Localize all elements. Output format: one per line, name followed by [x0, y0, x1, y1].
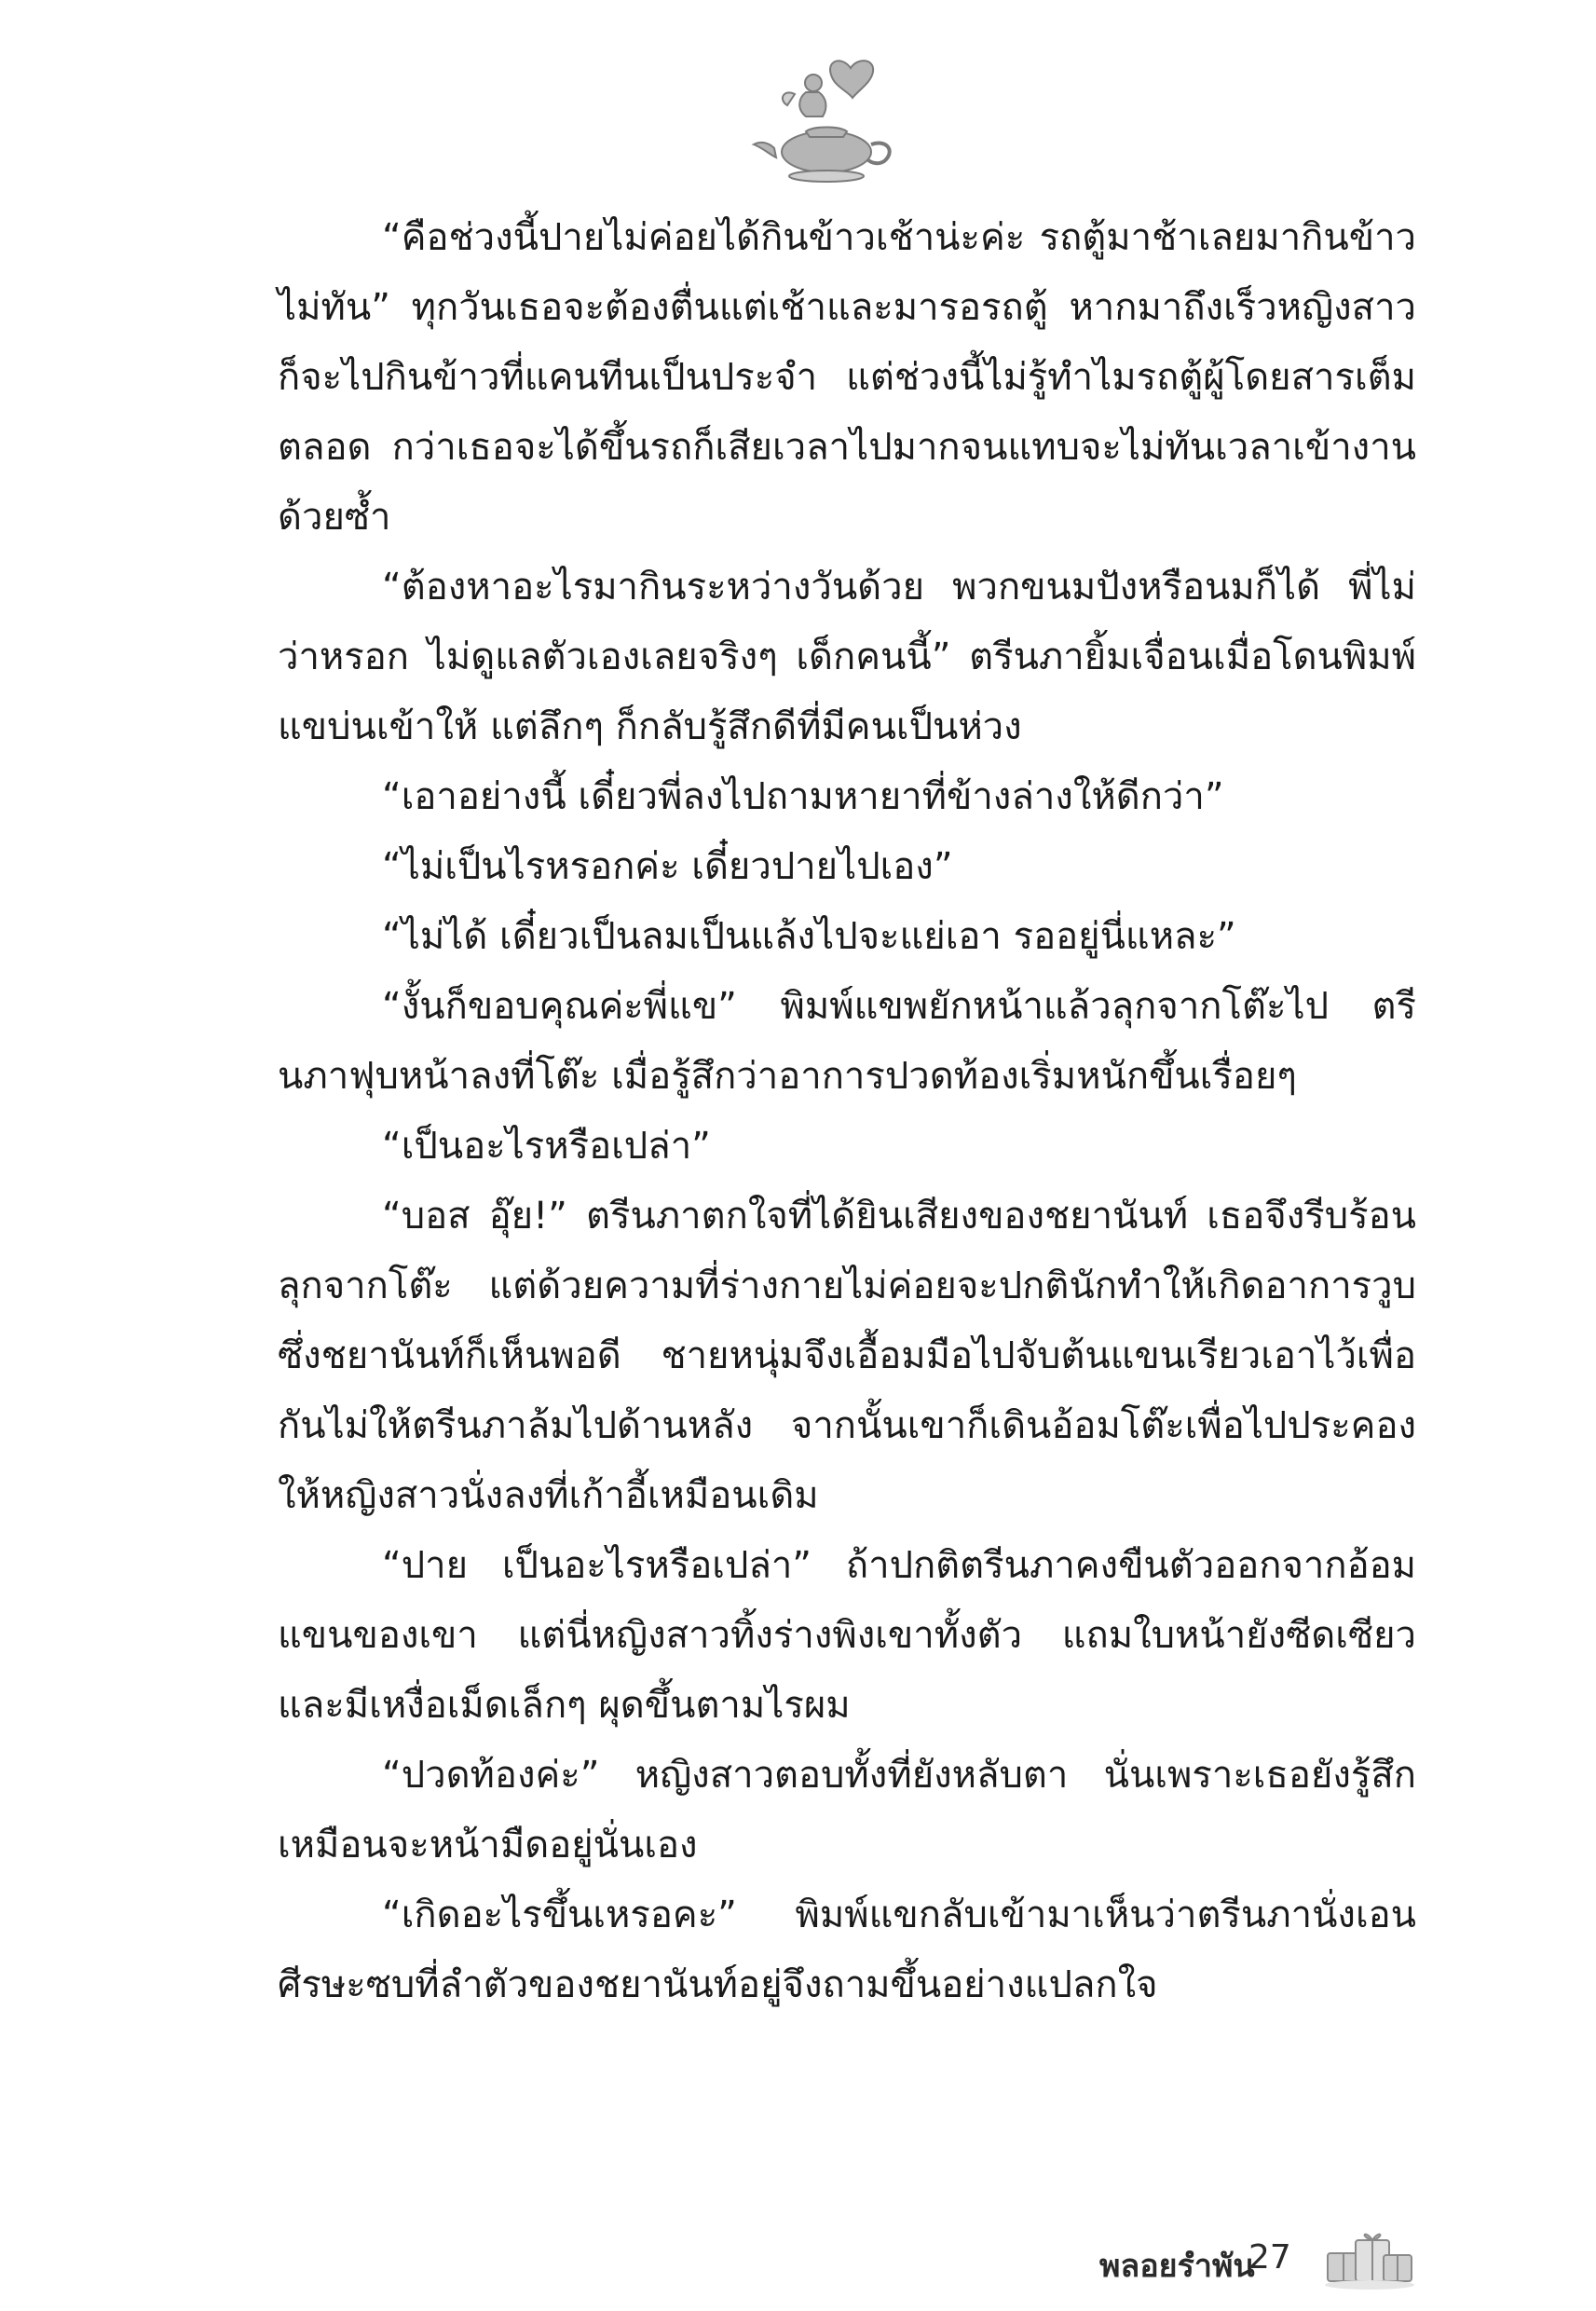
page-number: 27 [1248, 2238, 1291, 2277]
paragraph: “เอาอย่างนี้ เดี๋ยวพี่ลงไปถามหายาที่ข้างล่างให้ดีกว่า” [382, 775, 1224, 818]
paragraph: “ปาย เป็นอะไรหรือเปล่า” ถ้าปกติตรีนภาคงขืนตัวออกจากอ้อมแขนของเขา แต่นี่หญิงสาวทิ้งร่างพิงเขาทั้งตัว แถมใบหน้ายังซีดเซียวและมีเหงื่อเม็ดเล็กๆ ผุดขึ้นตามไรผม [278, 1544, 1416, 1727]
paragraph: “ปวดท้องค่ะ” หญิงสาวตอบทั้งที่ยังหลับตา นั่นเพราะเธอยังรู้สึกเหมือนจะหน้ามืดอยู่นั่นเอง [278, 1754, 1416, 1867]
page-footer [1099, 2236, 1472, 2292]
body-text [278, 203, 1416, 2020]
paragraph: “งั้นก็ขอบคุณค่ะพี่แข” พิมพ์แขพยักหน้าแล้วลุกจากโต๊ะไป ตรีนภาฟุบหน้าลงที่โต๊ะ เมื่อรู้สึกว่าอาการปวดท้องเริ่มหนักขึ้นเรื่อยๆ [278, 985, 1416, 1098]
book-title: พลอยรำพัน [1099, 2248, 1255, 2285]
paragraph: “ไม่เป็นไรหรอกค่ะ เดี๋ยวปายไปเอง” [382, 845, 953, 888]
cupid-teapot-ornament-icon [741, 51, 908, 191]
gift-boxes-ornament-icon [1318, 2227, 1421, 2292]
paragraph: “เกิดอะไรขึ้นเหรอคะ” พิมพ์แขกลับเข้ามาเห็นว่าตรีนภานั่งเอนศีรษะซบที่ลำตัวของชยานันท์อยู่จึงถามขึ้นอย่างแปลกใจ [278, 1894, 1416, 2006]
paragraph: “ไม่ได้ เดี๋ยวเป็นลมเป็นแล้งไปจะแย่เอา รออยู่นี่แหละ” [382, 915, 1236, 958]
paragraph: “เป็นอะไรหรือเปล่า” [382, 1125, 711, 1168]
paragraph: “คือช่วงนี้ปายไม่ค่อยได้กินข้าวเช้าน่ะค่ะ รถตู้มาช้าเลยมากินข้าวไม่ทัน” ทุกวันเธอจะต้องตื่นแต่เช้าและมารอรถตู้ หากมาถึงเร็วหญิงสาวก็จะไปกินข้าวที่แคนทีนเป็นประจำ แต่ช่วงนี้ไม่รู้ทำไมรถตู้ผู้โดยสารเต็มตลอด กว่าเธอจะได้ขึ้นรถก็เสียเวลาไปมากจนแทบจะไม่ทันเวลาเข้างานด้วยซ้ำ [278, 216, 1416, 539]
paragraph: “ต้องหาอะไรมากินระหว่างวันด้วย พวกขนมปังหรือนมก็ได้ พี่ไม่ว่าหรอก ไม่ดูแลตัวเองเลยจริงๆ เด็กคนนี้” ตรีนภายิ้มเจื่อนเมื่อโดนพิมพ์แขบ่นเข้าให้ แต่ลึกๆ ก็กลับรู้สึกดีที่มีคนเป็นห่วง [278, 566, 1416, 748]
paragraph: “บอส อุ๊ย!” ตรีนภาตกใจที่ได้ยินเสียงของชยานันท์ เธอจึงรีบร้อนลุกจากโต๊ะ แต่ด้วยความที่ร่างกายไม่ค่อยจะปกตินักทำให้เกิดอาการวูบ ซึ่งชยานันท์ก็เห็นพอดี ชายหนุ่มจึงเอื้อมมือไปจับต้นแขนเรียวเอาไว้เพื่อกันไม่ให้ตรีนภาล้มไปด้านหลัง จากนั้นเขาก็เดินอ้อมโต๊ะเพื่อไปประคองให้หญิงสาวนั่งลงที่เก้าอี้เหมือนเดิม [278, 1195, 1416, 1517]
